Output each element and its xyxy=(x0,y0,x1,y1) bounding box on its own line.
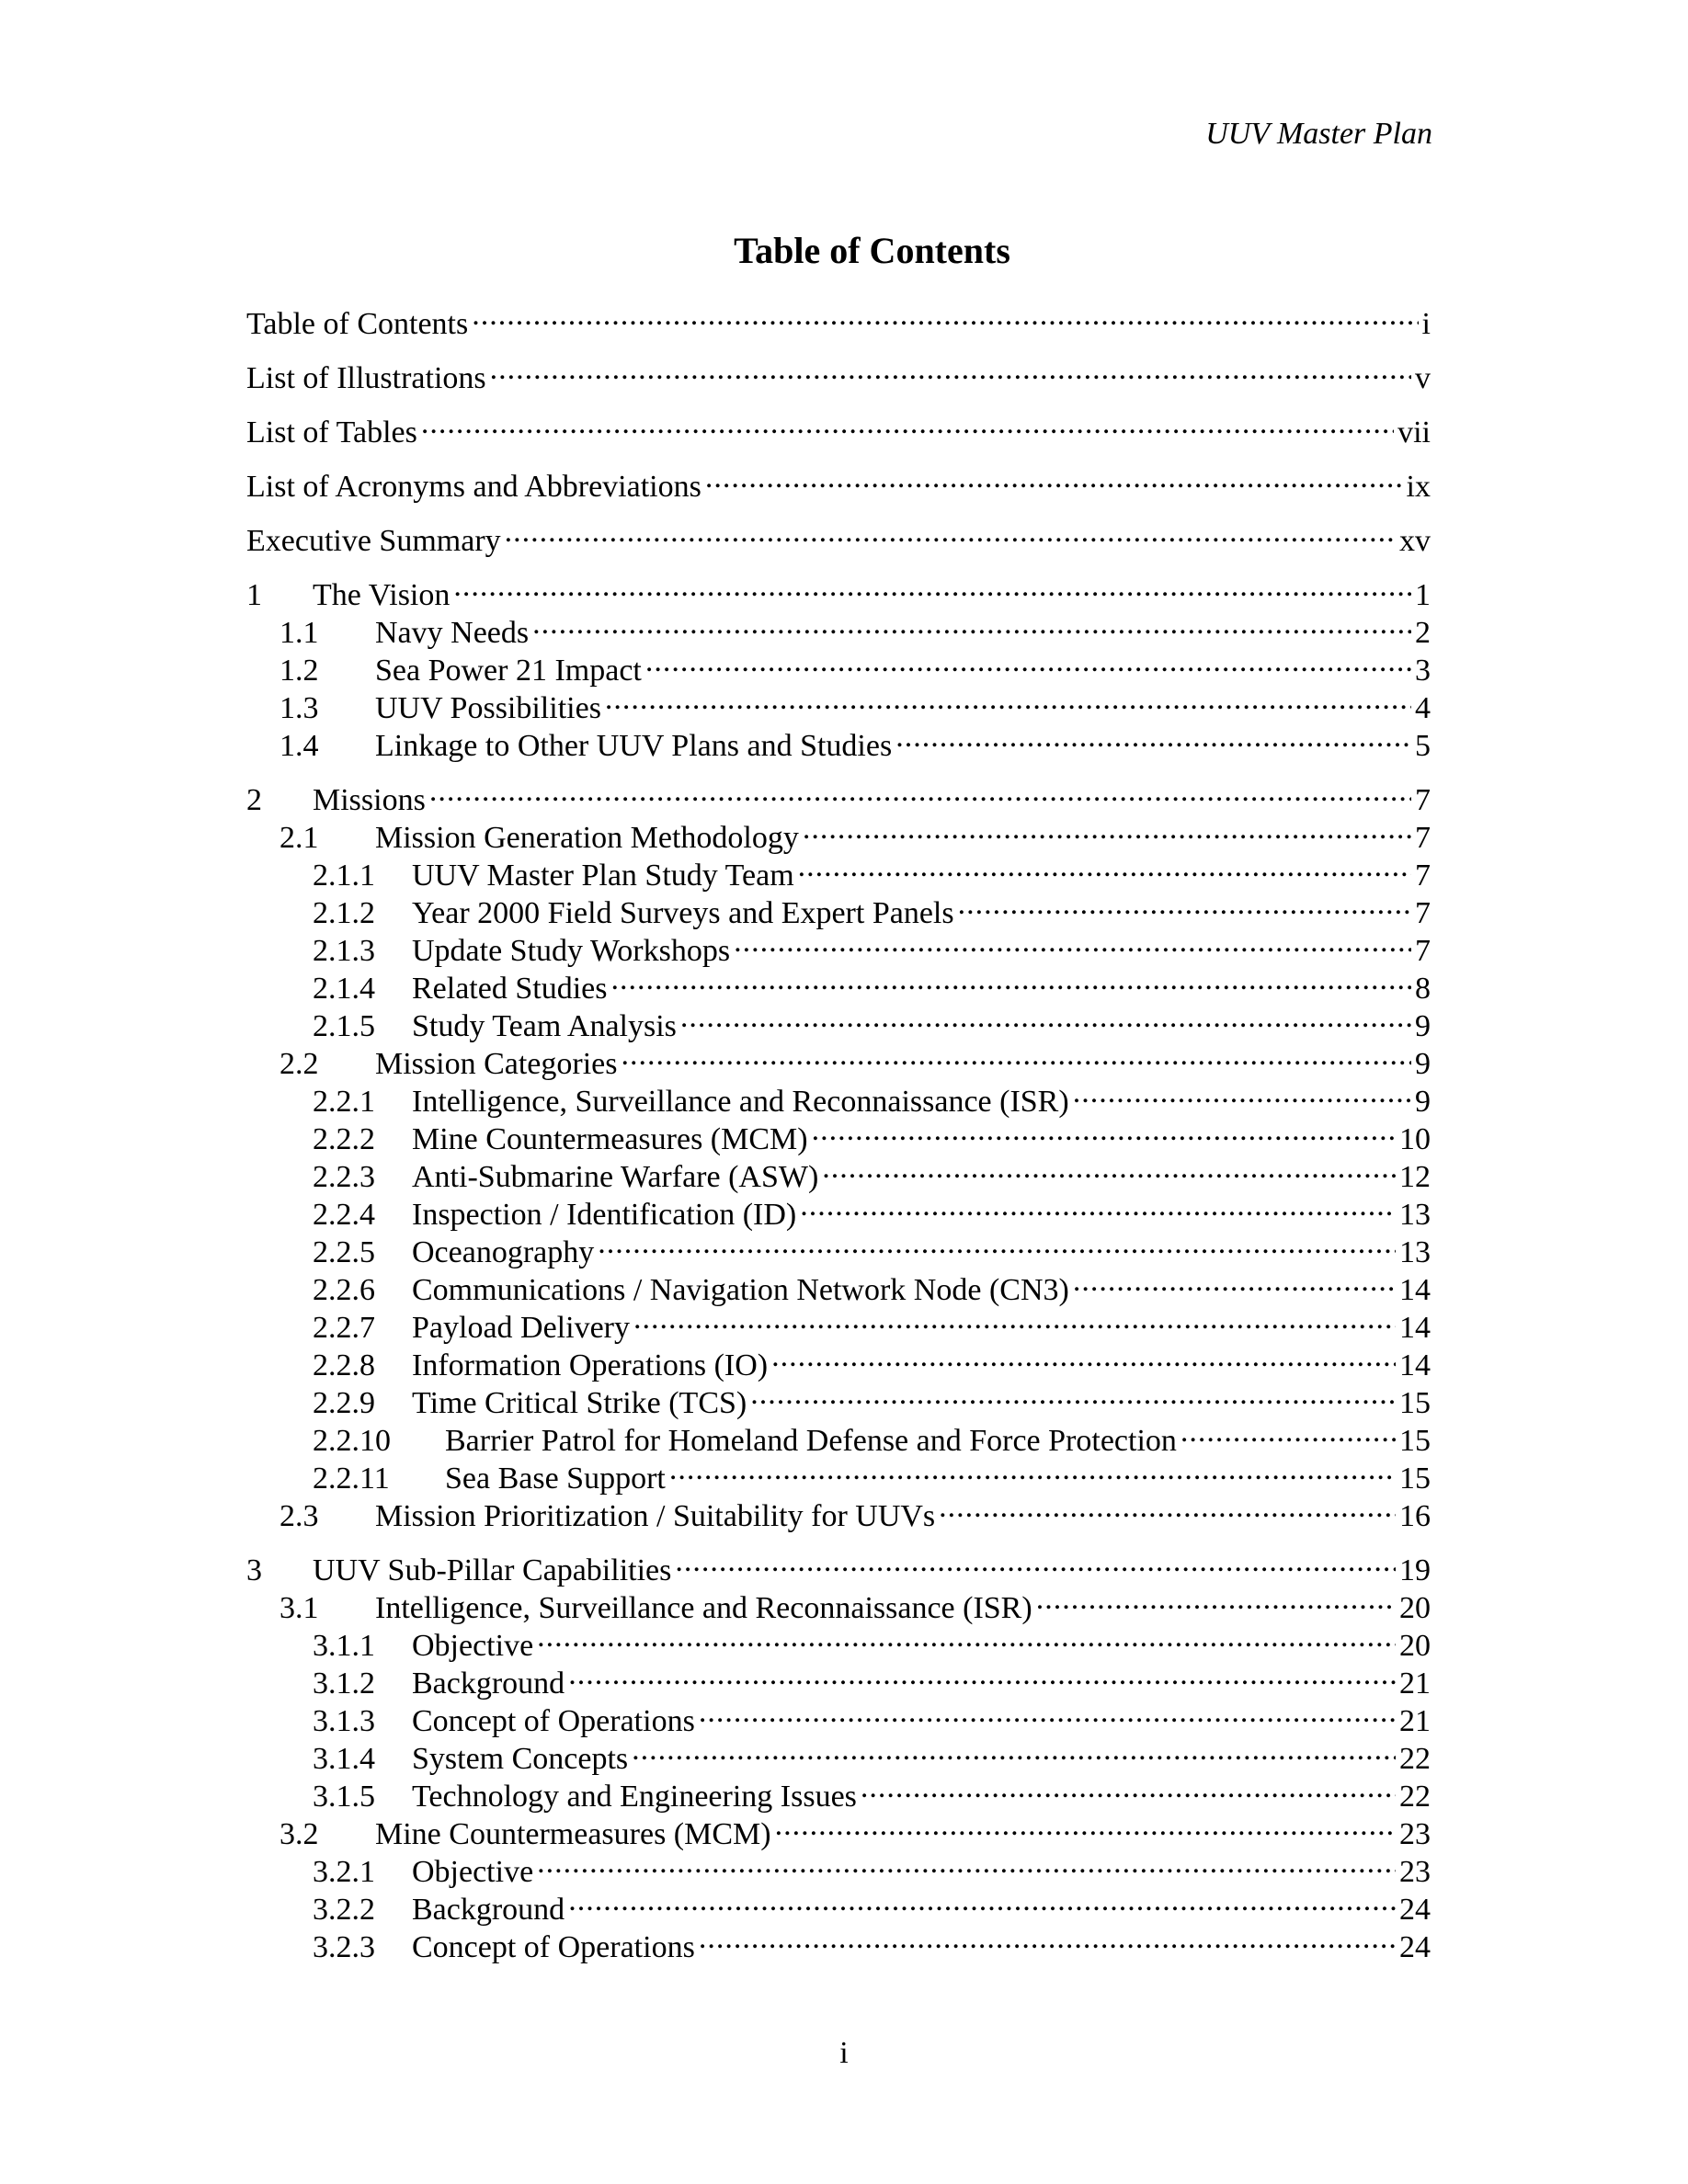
toc-entry[interactable] xyxy=(246,350,1431,395)
toc-entry-number: 3.2.3 xyxy=(313,1930,375,1964)
toc-entry-number: 1.1 xyxy=(279,616,319,650)
toc-entry[interactable] xyxy=(246,513,1431,558)
toc-entry[interactable] xyxy=(246,567,1431,612)
toc-entry-label: Missions xyxy=(313,783,426,817)
toc-entry-label: Intelligence, Surveillance and Reconnaissance (ISR) xyxy=(375,1591,1032,1625)
toc-entry-number: 2.2.2 xyxy=(313,1122,375,1156)
toc-entry[interactable] xyxy=(246,1542,1431,1587)
toc-entry-label: Mission Categories xyxy=(375,1047,618,1081)
toc-entry-number: 2.1.1 xyxy=(313,859,375,893)
dot-leader xyxy=(812,1111,1396,1149)
toc-entry-number: 3.1 xyxy=(279,1591,319,1625)
toc-entry-page: 14 xyxy=(1399,1311,1431,1345)
dot-leader xyxy=(958,885,1411,923)
toc-entry-page: 10 xyxy=(1399,1122,1431,1156)
toc-entry-page: 4 xyxy=(1415,691,1431,725)
toc-entry-number: 2 xyxy=(246,783,262,817)
dot-leader xyxy=(621,1036,1411,1074)
dot-leader xyxy=(822,1149,1396,1187)
toc-entry-page: 15 xyxy=(1399,1424,1431,1458)
dot-leader xyxy=(632,1731,1396,1769)
toc-entry[interactable] xyxy=(246,459,1431,504)
toc-entry-page: 19 xyxy=(1399,1553,1431,1587)
toc-entry-label: Technology and Engineering Issues xyxy=(412,1780,857,1814)
toc-entry-label: Background xyxy=(412,1666,565,1701)
toc-entry-label: Barrier Patrol for Homeland Defense and Force Protection xyxy=(445,1424,1177,1458)
dot-leader xyxy=(537,1844,1396,1882)
toc-entry-label: Study Team Analysis xyxy=(412,1009,677,1043)
toc-entry-number: 2.1 xyxy=(279,821,319,855)
toc-entry-number: 1.2 xyxy=(279,654,319,688)
dot-leader xyxy=(568,1655,1396,1693)
toc-entry-label: Payload Delivery xyxy=(412,1311,630,1345)
toc-entry-number: 2.2.7 xyxy=(313,1311,375,1345)
toc-entry-number: 2.2.1 xyxy=(313,1085,375,1119)
toc-entry-page: 9 xyxy=(1415,1085,1431,1119)
dot-leader xyxy=(939,1488,1396,1526)
table-of-contents xyxy=(246,296,1431,1964)
toc-entry-number: 2.1.4 xyxy=(313,972,375,1006)
toc-entry-label: Table of Contents xyxy=(246,307,469,341)
dot-leader xyxy=(803,810,1411,847)
toc-entry-label: List of Illustrations xyxy=(246,361,486,395)
toc-entry-number: 2.2.3 xyxy=(313,1160,375,1194)
toc-entry-number: 2.2.9 xyxy=(313,1386,375,1420)
toc-entry-page: v xyxy=(1415,361,1431,395)
dot-leader xyxy=(705,459,1403,496)
toc-entry-page: 7 xyxy=(1415,934,1431,968)
dot-leader xyxy=(750,1375,1396,1413)
toc-entry-label: UUV Possibilities xyxy=(375,691,601,725)
toc-entry-page: 14 xyxy=(1399,1273,1431,1307)
dot-leader xyxy=(645,643,1411,680)
toc-entry-label: Mission Prioritization / Suitability for UUVs xyxy=(375,1499,936,1533)
toc-entry-page: 7 xyxy=(1415,896,1431,930)
toc-entry-page: 3 xyxy=(1415,654,1431,688)
dot-leader xyxy=(605,680,1411,718)
toc-entry-page: 24 xyxy=(1399,1893,1431,1927)
toc-entry-page: 22 xyxy=(1399,1742,1431,1776)
toc-entry-label: Sea Power 21 Impact xyxy=(375,654,642,688)
toc-entry-page: 12 xyxy=(1399,1160,1431,1194)
dot-leader xyxy=(1073,1262,1396,1300)
toc-entry-page: 24 xyxy=(1399,1930,1431,1964)
toc-entry-page: 23 xyxy=(1399,1855,1431,1889)
toc-entry-page: 20 xyxy=(1399,1629,1431,1663)
toc-entry-label: Mine Countermeasures (MCM) xyxy=(375,1817,771,1851)
footer-page-number: i xyxy=(839,2036,849,2070)
toc-entry-label: Anti-Submarine Warfare (ASW) xyxy=(412,1160,819,1194)
toc-entry-page: 16 xyxy=(1399,1499,1431,1533)
toc-entry-number: 2.2.5 xyxy=(313,1235,375,1269)
dot-leader xyxy=(598,1224,1396,1262)
toc-entry-page: 9 xyxy=(1415,1047,1431,1081)
toc-entry-label: Related Studies xyxy=(412,972,608,1006)
toc-entry-number: 3 xyxy=(246,1553,262,1587)
toc-entry-label: Objective xyxy=(412,1629,534,1663)
dot-leader xyxy=(699,1919,1396,1957)
toc-entry-number: 3.2.1 xyxy=(313,1855,375,1889)
toc-entry-number: 3.1.5 xyxy=(313,1780,375,1814)
toc-entry-page: 1 xyxy=(1415,578,1431,612)
dot-leader xyxy=(453,567,1411,605)
dot-leader xyxy=(771,1337,1396,1375)
toc-entry-label: Communications / Navigation Network Node (CN3) xyxy=(412,1273,1069,1307)
toc-entry-number: 2.2.6 xyxy=(313,1273,375,1307)
toc-entry-number: 3.2 xyxy=(279,1817,319,1851)
dot-leader xyxy=(1036,1580,1396,1618)
toc-entry-page: 13 xyxy=(1399,1235,1431,1269)
toc-entry-page: 21 xyxy=(1399,1704,1431,1738)
toc-entry-label: The Vision xyxy=(313,578,451,612)
toc-entry-number: 2.1.3 xyxy=(313,934,375,968)
toc-entry-number: 1.4 xyxy=(279,729,319,763)
toc-entry-label: Time Critical Strike (TCS) xyxy=(412,1386,747,1420)
toc-entry-page: 9 xyxy=(1415,1009,1431,1043)
toc-entry[interactable] xyxy=(246,404,1431,449)
toc-entry-page: 15 xyxy=(1399,1386,1431,1420)
dot-leader xyxy=(775,1806,1396,1844)
dot-leader xyxy=(699,1693,1396,1731)
toc-entry-page: 14 xyxy=(1399,1348,1431,1382)
toc-entry-label: Executive Summary xyxy=(246,524,501,558)
dot-leader xyxy=(610,961,1411,998)
toc-entry-page: xv xyxy=(1399,524,1431,558)
toc-entry-number: 3.1.2 xyxy=(313,1666,375,1701)
dot-leader xyxy=(734,923,1411,961)
toc-entry-label: Year 2000 Field Surveys and Expert Panels xyxy=(412,896,954,930)
toc-entry-label: Mission Generation Methodology xyxy=(375,821,799,855)
toc-entry-number: 3.1.1 xyxy=(313,1629,375,1663)
toc-entry-label: Information Operations (IO) xyxy=(412,1348,769,1382)
dot-leader xyxy=(472,296,1418,334)
dot-leader xyxy=(680,998,1411,1036)
dot-leader xyxy=(633,1300,1396,1337)
dot-leader xyxy=(421,404,1394,442)
dot-leader xyxy=(1073,1074,1411,1111)
toc-entry-label: List of Acronyms and Abbreviations xyxy=(246,470,701,504)
dot-leader xyxy=(429,772,1411,810)
toc-entry-label: Navy Needs xyxy=(375,616,530,650)
toc-entry-number: 2.2.4 xyxy=(313,1198,375,1232)
toc-entry-page: 2 xyxy=(1415,616,1431,650)
toc-entry-label: Concept of Operations xyxy=(412,1704,695,1738)
toc-entry-label: Objective xyxy=(412,1855,534,1889)
toc-entry-page: 5 xyxy=(1415,729,1431,763)
dot-leader xyxy=(675,1542,1396,1580)
toc-entry[interactable] xyxy=(246,296,1431,341)
toc-entry-page: 15 xyxy=(1399,1462,1431,1496)
toc-entry-page: vii xyxy=(1397,415,1431,449)
toc-entry-page: 23 xyxy=(1399,1817,1431,1851)
toc-entry-label: Inspection / Identification (ID) xyxy=(412,1198,797,1232)
toc-entry-label: Background xyxy=(412,1893,565,1927)
toc-entry-number: 3.1.3 xyxy=(313,1704,375,1738)
toc-entry-page: ix xyxy=(1406,470,1431,504)
toc-entry-number: 3.1.4 xyxy=(313,1742,375,1776)
toc-entry-number: 2.2.11 xyxy=(313,1462,390,1496)
toc-entry-number: 2.2 xyxy=(279,1047,319,1081)
dot-leader xyxy=(800,1187,1396,1224)
toc-entry-page: 21 xyxy=(1399,1666,1431,1701)
toc-entry-number: 1 xyxy=(246,578,262,612)
dot-leader xyxy=(490,350,1411,388)
toc-entry[interactable] xyxy=(246,772,1431,817)
toc-entry-label: Update Study Workshops xyxy=(412,934,731,968)
toc-entry-number: 1.3 xyxy=(279,691,319,725)
toc-entry-label: UUV Sub-Pillar Capabilities xyxy=(313,1553,672,1587)
toc-entry-page: i xyxy=(1421,307,1431,341)
toc-entry-number: 2.1.2 xyxy=(313,896,375,930)
toc-entry-label: Oceanography xyxy=(412,1235,595,1269)
toc-entry-label: Concept of Operations xyxy=(412,1930,695,1964)
toc-entry-label: Sea Base Support xyxy=(445,1462,666,1496)
toc-entry-label: Intelligence, Surveillance and Reconnaissance (ISR) xyxy=(412,1085,1069,1119)
toc-entry-page: 8 xyxy=(1415,972,1431,1006)
toc-entry-number: 2.1.5 xyxy=(313,1009,375,1043)
toc-entry-label: List of Tables xyxy=(246,415,417,449)
dot-leader xyxy=(532,605,1411,643)
toc-entry-page: 7 xyxy=(1415,783,1431,817)
dot-leader xyxy=(895,718,1411,756)
dot-leader xyxy=(568,1882,1396,1919)
toc-entry-label: System Concepts xyxy=(412,1742,629,1776)
dot-leader xyxy=(505,513,1396,551)
dot-leader xyxy=(1180,1413,1396,1450)
dot-leader xyxy=(537,1618,1396,1655)
toc-entry-number: 2.3 xyxy=(279,1499,319,1533)
toc-entry-page: 13 xyxy=(1399,1198,1431,1232)
toc-entry-page: 7 xyxy=(1415,821,1431,855)
toc-entry-page: 7 xyxy=(1415,859,1431,893)
dot-leader xyxy=(861,1769,1396,1806)
dot-leader xyxy=(798,847,1411,885)
dot-leader xyxy=(669,1450,1396,1488)
toc-entry-label: UUV Master Plan Study Team xyxy=(412,859,794,893)
running-header: UUV Master Plan xyxy=(1205,117,1432,151)
toc-entry-number: 2.2.10 xyxy=(313,1424,391,1458)
toc-entry-label: Linkage to Other UUV Plans and Studies xyxy=(375,729,893,763)
toc-entry-page: 22 xyxy=(1399,1780,1431,1814)
toc-entry-label: Mine Countermeasures (MCM) xyxy=(412,1122,808,1156)
toc-entry-number: 2.2.8 xyxy=(313,1348,375,1382)
toc-title: Table of Contents xyxy=(734,230,1010,271)
toc-entry-number: 3.2.2 xyxy=(313,1893,375,1927)
toc-entry-page: 20 xyxy=(1399,1591,1431,1625)
